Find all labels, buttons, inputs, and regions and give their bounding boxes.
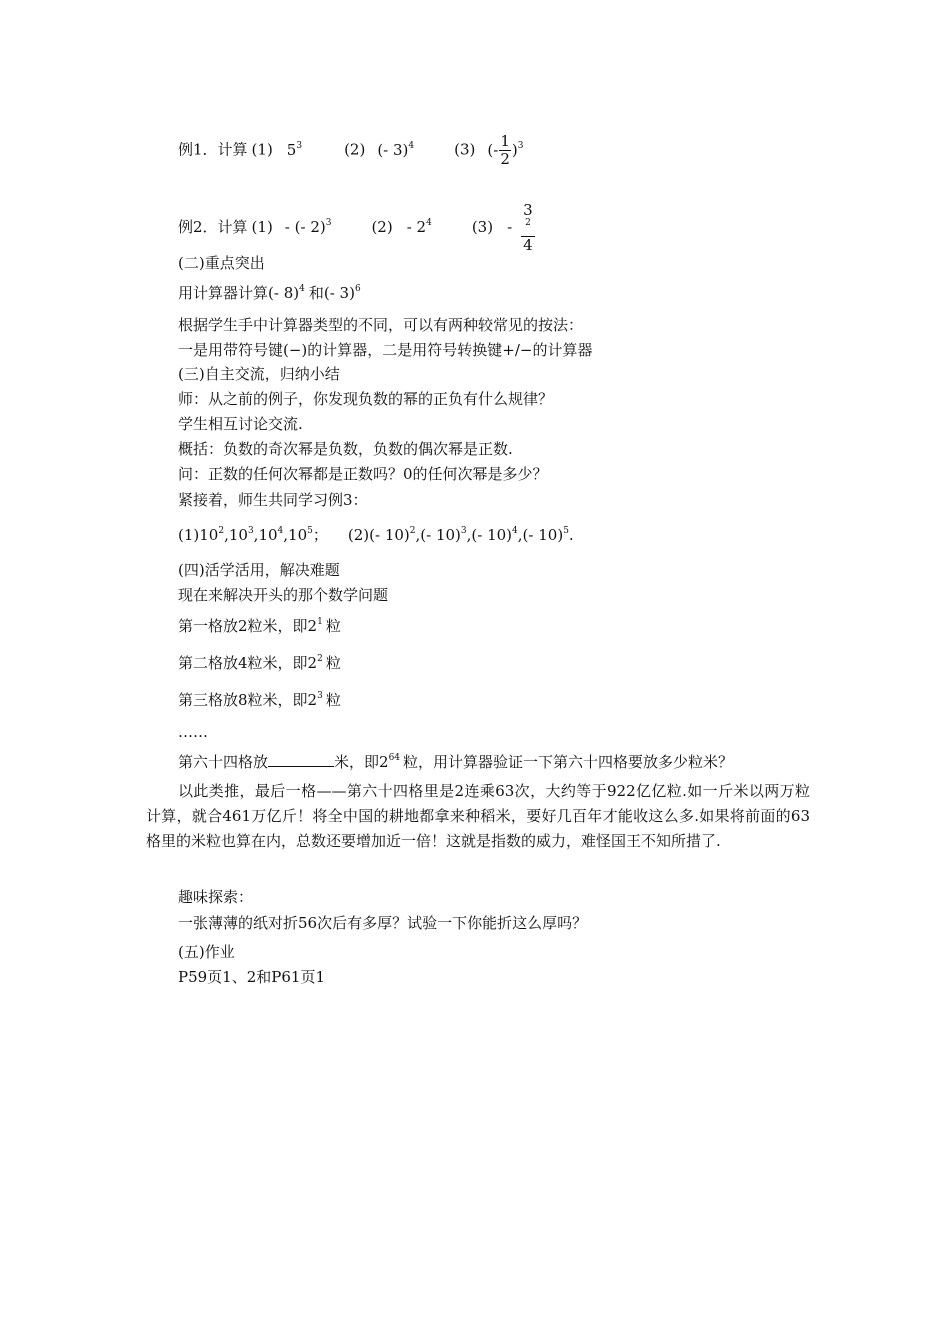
section-3-line-4: 问：正数的任何次幂都是正数吗？0的任何次幂是多少？ xyxy=(178,465,548,483)
fraction: 3 $^2$ 4 xyxy=(523,201,533,254)
example-1-expr-b: (- 3)$^4$ xyxy=(377,140,415,159)
grid-3: 第三格放8粒米，即$2^3$ 粒 xyxy=(178,691,341,709)
example-1-expr-c: (- $\frac{1}{2}$ )$^3$ xyxy=(487,132,524,168)
section-2-line-2: 一是用带符号键(−)的计算器，二是用符号转换键+/−的计算器 xyxy=(178,341,593,359)
example-1-expr-a: $5^3$ xyxy=(286,140,303,159)
example-1-part-1: (1) xyxy=(251,140,273,159)
section-2-line-1: 根据学生手中计算器类型的不同，可以有两种较常见的按法： xyxy=(178,316,584,334)
section-3-line-3: 概括：负数的奇次幂是负数，负数的偶次幂是正数. xyxy=(178,440,513,458)
example-1-part-3: (3) xyxy=(454,140,476,159)
section-3-line-1: 师：从之前的例子，你发现负数的幂的正负有什么规律？ xyxy=(178,390,554,408)
ellipsis: …… xyxy=(178,723,208,741)
grid-1: 第一格放2粒米，即$2^1$ 粒 xyxy=(178,617,341,635)
example-1-part-2: (2) xyxy=(344,140,366,159)
fun-explore-title: 趣味探索： xyxy=(178,888,254,906)
example-1 xyxy=(178,133,523,168)
answer-blank xyxy=(268,752,334,767)
example-2-expr-b: - $2^4$ xyxy=(406,218,432,236)
example-2-label: 例2．计算 xyxy=(178,218,248,236)
example-1-label: 例1．计算 xyxy=(178,140,248,159)
section-3-line-5: 紧接着，师生共同学习例3： xyxy=(178,491,368,509)
grid-2: 第二格放4粒米，即$2^2$ 粒 xyxy=(178,654,341,672)
example-2-part-2: (2) xyxy=(371,218,393,236)
example-2-expr-c: - 3 $^2$ 4 xyxy=(507,201,533,254)
section-4-title: (四)活学活用，解决难题 xyxy=(178,561,340,579)
homework: P59页1、2和P61页1 xyxy=(178,968,325,986)
fraction: $\frac{1}{2}$ xyxy=(500,132,510,168)
section-2-title: (二)重点突出 xyxy=(178,254,265,272)
example-2-part-3: (3) xyxy=(471,218,494,236)
calculator-task: 用计算器计算(- 8)$^4$ 和(- 3)$^6$ xyxy=(178,284,361,302)
example-3: $(1)10^2,10^3,10^4,10^5$； (2)(- 10)$^2$,(- 10)$^3$,(- 10)$^4$,(- 10)$^5$. xyxy=(178,526,574,544)
section-3-line-2: 学生相互讨论交流. xyxy=(178,415,303,433)
example-2-expr-a: - (- 2)$^3$ xyxy=(284,218,332,236)
section-3-title: (三)自主交流，归纳小结 xyxy=(178,365,340,383)
example-2 xyxy=(178,202,536,254)
example-2-part-1: (1) xyxy=(251,218,273,236)
grid-64: 第六十四格放 米，即$2^{64}$ 粒，用计算器验证一下第六十四格要放多少粒米？ xyxy=(178,753,734,771)
fun-explore-question: 一张薄薄的纸对折56次后有多厚？试验一下你能折这么厚吗？ xyxy=(178,914,588,932)
story-paragraph: 以此类推，最后一格——第六十四格里是2连乘63次，大约等于922亿亿粒.如一斤米以两万粒计算，就合461万亿斤！将全中国的耕地都拿来种稻米，要好几百年才能收这么多.如果将前面的63格里的米粒也算在内，总数还要增加近一倍！这就是指数的威力，难怪国王不知所措了. xyxy=(146,782,810,850)
section-4-line-1: 现在来解决开头的那个数学问题 xyxy=(178,586,389,604)
section-5-title: (五)作业 xyxy=(178,943,235,961)
